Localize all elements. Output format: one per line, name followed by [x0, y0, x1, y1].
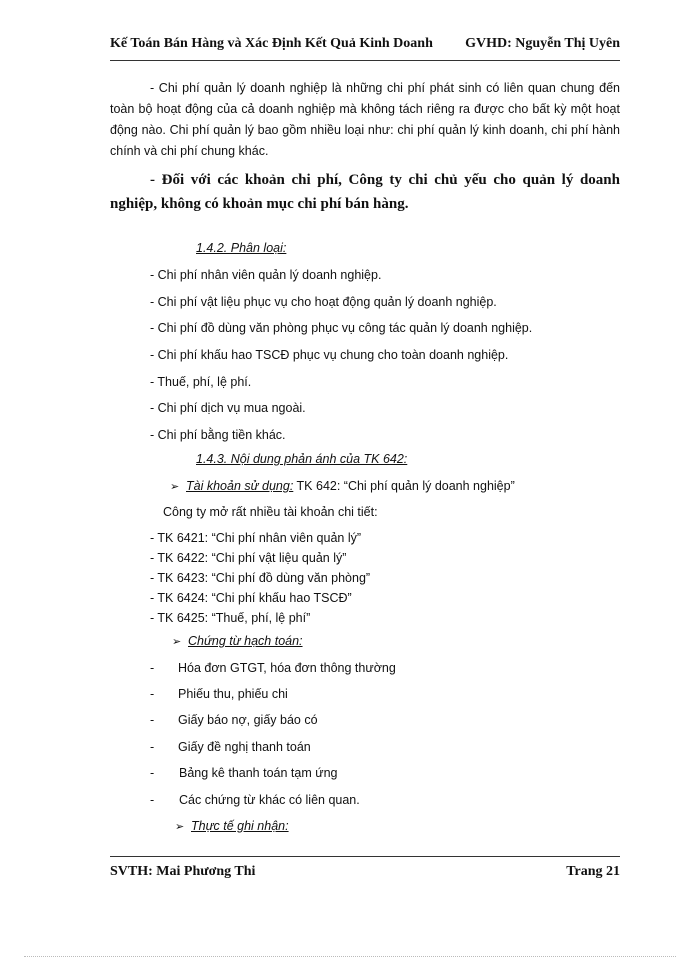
intro-paragraph: - Chi phí quản lý doanh nghiệp là những chi phí phát sinh có liên quan chung đến toàn bộ hoạt động của cả doanh nghiệp mà không tách riêng ra được cho bất kỳ một hoạt động nào. Chi phí quản lý bao gồm nhiều loại như: chi phí quản lý kinh doanh, chi phí hành chính và chi phí chung khác.: [110, 81, 620, 158]
account-value: TK 642: “Chi phí quản lý doanh nghiệp”: [293, 479, 515, 493]
detail-item: - TK 6424: “Chi phí khấu hao TSCĐ”: [150, 591, 352, 605]
header-rule: [110, 60, 620, 61]
detail-item: - TK 6422: “Chi phí vật liệu quản lý”: [150, 551, 347, 565]
detail-intro: Công ty mở rất nhiều tài khoản chi tiết:: [163, 505, 378, 519]
doc-item-text: Hóa đơn GTGT, hóa đơn thông thường: [178, 661, 396, 675]
list-item: - Chi phí dịch vụ mua ngoài.: [150, 401, 306, 415]
dash-bullet: -: [150, 713, 155, 727]
doc-item-text: Giấy đề nghị thanh toán: [178, 740, 311, 754]
practice-title: Thực tế ghi nhận:: [191, 819, 289, 833]
doc-item-text: Giấy báo nợ, giấy báo có: [178, 713, 318, 727]
list-item: - Chi phí đồ dùng văn phòng phục vụ công tác quản lý doanh nghiệp.: [150, 321, 533, 335]
list-item: - Chi phí khấu hao TSCĐ phục vụ chung cho toàn doanh nghiệp.: [150, 348, 509, 362]
detail-item: - TK 6425: “Thuế, phí, lệ phí”: [150, 611, 311, 625]
doc-item: [150, 740, 311, 754]
list-item: - Chi phí nhân viên quản lý doanh nghiệp.: [150, 268, 382, 282]
doc-item: [150, 661, 396, 675]
arrow-bullet-icon: ➢: [175, 821, 185, 833]
doc-item-text: Phiếu thu, phiếu chi: [178, 687, 288, 701]
doc-item-text: Các chứng từ khác có liên quan.: [179, 793, 360, 807]
page-header: [110, 36, 620, 56]
section-142-title: 1.4.2. Phân loại:: [196, 241, 287, 255]
docs-title: Chứng từ hạch toán:: [188, 634, 303, 648]
account-line: [170, 479, 515, 493]
practice-heading: [175, 819, 289, 833]
list-item: - Thuế, phí, lệ phí.: [150, 375, 252, 389]
arrow-bullet-icon: ➢: [172, 636, 182, 648]
section-143-title: 1.4.3. Nội dung phản ánh của TK 642:: [196, 452, 408, 466]
dash-bullet: -: [150, 766, 155, 780]
dash-bullet: -: [150, 793, 155, 807]
doc-item: [150, 687, 288, 701]
dash-bullet: -: [150, 687, 155, 701]
doc-item: [150, 766, 338, 780]
detail-item: - TK 6421: “Chi phí nhân viên quản lý”: [150, 531, 362, 545]
header-advisor: GVHD: Nguyễn Thị Uyên: [465, 36, 620, 51]
doc-item-text: Bảng kê thanh toán tạm ứng: [179, 766, 338, 780]
account-label: Tài khoản sử dụng:: [186, 479, 294, 493]
list-item: - Chi phí bằng tiền khác.: [150, 428, 286, 442]
note-paragraph: - Đối với các khoản chi phí, Công ty chi chủ yếu cho quản lý doanh nghiệp, không có khoản mục chi phí bán hàng.: [110, 172, 620, 212]
docs-heading: [172, 634, 303, 648]
doc-item: [150, 793, 360, 807]
footer-rule: [110, 856, 620, 857]
header-title: Kế Toán Bán Hàng và Xác Định Kết Quả Kinh Doanh: [110, 36, 433, 51]
footer-student: SVTH: Mai Phương Thi: [110, 864, 256, 879]
arrow-bullet-icon: ➢: [170, 481, 180, 493]
detail-item: - TK 6423: “Chi phí đồ dùng văn phòng”: [150, 571, 371, 585]
dash-bullet: -: [150, 661, 155, 675]
page-number: Trang 21: [566, 864, 620, 879]
doc-item: [150, 713, 318, 727]
list-item: - Chi phí vật liệu phục vụ cho hoạt động quản lý doanh nghiệp.: [150, 295, 497, 309]
dash-bullet: -: [150, 740, 155, 754]
page-footer: [110, 864, 620, 880]
page-edge-divider: [24, 956, 676, 957]
